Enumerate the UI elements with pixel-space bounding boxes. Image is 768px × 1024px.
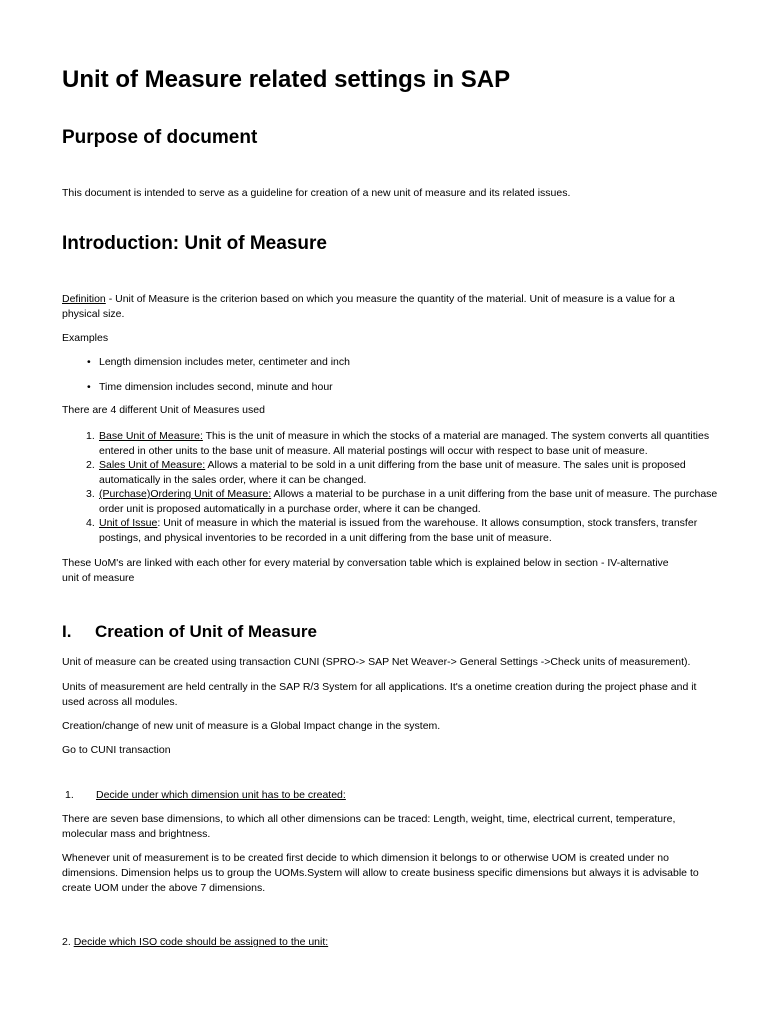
purpose-heading: Purpose of document — [62, 127, 258, 148]
section1-paragraph: Go to CUNI transaction — [62, 744, 171, 756]
step2-number: 2. — [62, 936, 71, 948]
uom-type-term: Sales Unit of Measure: — [99, 459, 206, 471]
step2-line — [62, 935, 712, 950]
list-item: 2. Sales Unit of Measure: Allows a material to be sold in a unit differing from the base unit of measure. The sales unit is proposed automatically in the sales order, where it can be changed. — [86, 459, 686, 486]
section1-numeral: I. — [62, 622, 72, 641]
examples-label: Examples — [62, 332, 109, 344]
step2-text: Decide which ISO code should be assigned to the unit: — [73, 936, 329, 948]
section1-heading — [62, 622, 317, 642]
types-lead: There are 4 different Unit of Measures used — [62, 404, 265, 416]
list-item: 3. (Purchase)Ordering Unit of Measure: Allows a material to be purchase in a unit differing from the base unit of measure. The purchase order unit is proposed automatically in a purchase order, where it can be changed. — [86, 488, 718, 515]
section1-paragraph: Units of measurement are held centrally in the SAP R/3 System for all applications. It's a onetime creation during the project phase and it used across all modules. — [62, 681, 697, 708]
list-item: • Time dimension includes second, minute and hour — [87, 380, 333, 393]
list-item: • Length dimension includes meter, centimeter and inch — [87, 356, 350, 368]
definition-paragraph — [62, 292, 692, 322]
step1-text: Decide under which dimension unit has to be created: — [96, 789, 346, 801]
examples-list — [62, 355, 702, 404]
document-title: Unit of Measure related settings in SAP — [62, 66, 511, 93]
linked-text: These UoM's are linked with each other for every material by conversation table which is explained below in section - IV-alternative unit of measure — [62, 557, 669, 584]
intro-heading: Introduction: Unit of Measure — [62, 233, 327, 254]
bullet-icon: • — [87, 356, 91, 368]
section1-paragraph: Unit of measure can be created using transaction CUNI (SPRO-> SAP Net Weaver-> General Settings ->Check units of measurement). — [62, 656, 691, 668]
definition-text: - Unit of Measure is the criterion based on which you measure the quantity of the material. Unit of measure is a value for a physical size. — [62, 293, 675, 320]
definition-term: Definition — [62, 293, 106, 305]
step1-number: 1. — [65, 789, 74, 801]
list-item: 4. Unit of Issue: Unit of measure in which the material is issued from the warehouse. It allows consumption, stock transfers, transfer postings, and physical inventories to be recorded in a unit differing from the base unit of measure. — [86, 517, 698, 544]
uom-type-term: (Purchase)Ordering Unit of Measure: — [99, 488, 272, 500]
step1-line — [62, 788, 712, 803]
uom-types-list — [62, 429, 722, 545]
purpose-text: This document is intended to serve as a guideline for creation of a new unit of measure and its related issues. — [62, 187, 571, 199]
list-item: 1. Base Unit of Measure: This is the unit of measure in which the stocks of a material are managed. The system converts all quantities entered in other units to the base unit of measure. All material postings will occur with respect to base unit of measure. — [86, 430, 710, 457]
uom-type-term: Base Unit of Measure: — [99, 430, 203, 442]
section1-paragraph: Whenever unit of measurement is to be created first decide to which dimension it belongs to or otherwise UOM is created under no dimensions. Dimension helps us to group the UOMs.System will allow to create business specific dimensions but always it is advisable to create UOM under the above 7 dimensions. — [62, 852, 699, 894]
bullet-icon: • — [87, 380, 91, 393]
section1-title: Creation of Unit of Measure — [95, 622, 317, 641]
uom-type-term: Unit of Issue — [99, 517, 158, 529]
section1-paragraph: Creation/change of new unit of measure is a Global Impact change in the system. — [62, 720, 441, 732]
section1-paragraph: There are seven base dimensions, to which all other dimensions can be traced: Length, weight, time, electrical current, temperature, molecular mass and brightness. — [62, 813, 676, 840]
